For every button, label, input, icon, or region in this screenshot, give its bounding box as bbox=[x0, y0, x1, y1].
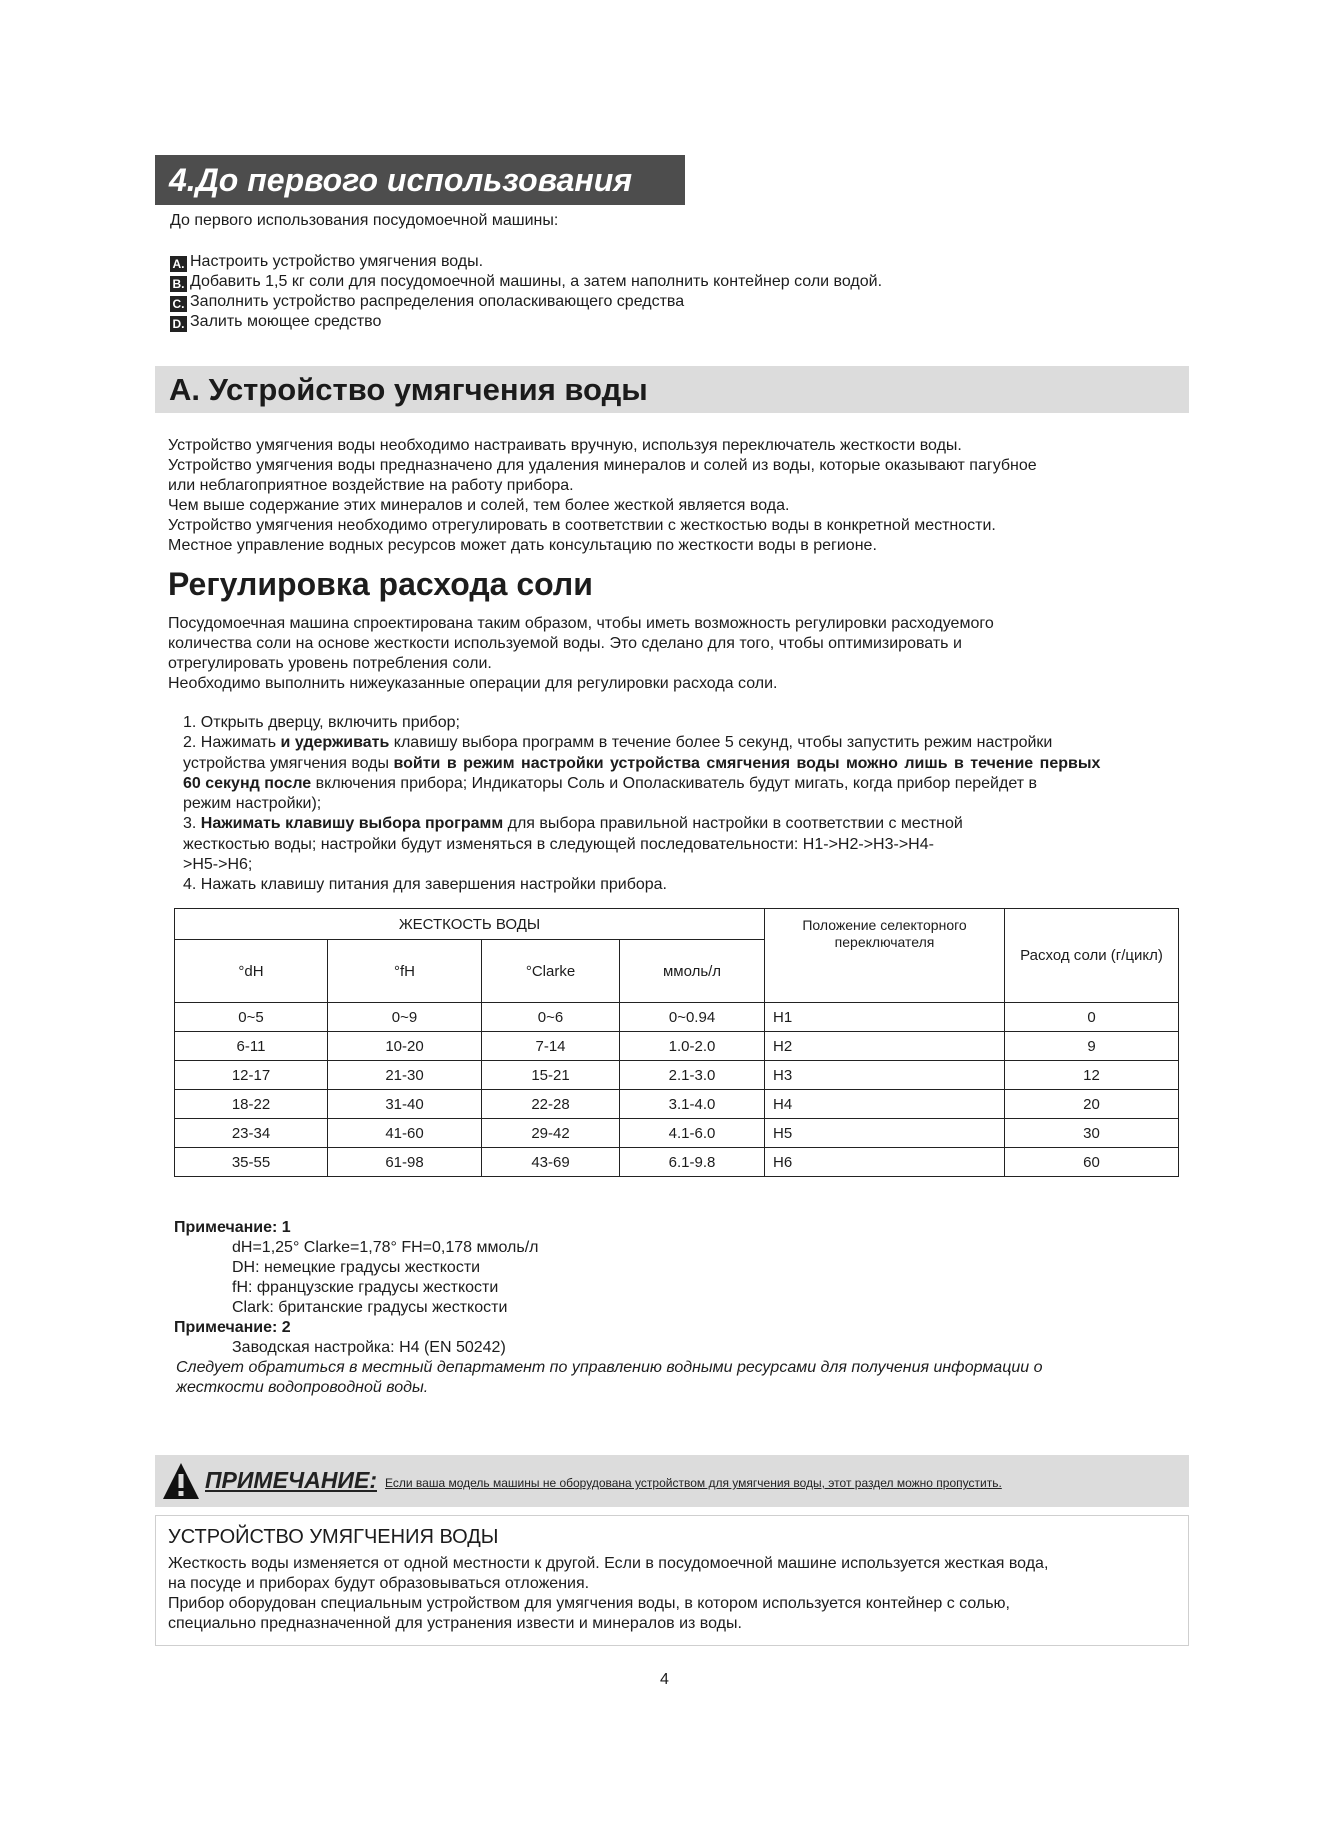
info-box-line: специально предназначенной для устранения извести и минералов из воды. bbox=[168, 1615, 742, 1632]
table-cell: 1.0-2.0 bbox=[620, 1032, 765, 1061]
info-box-line: Жесткость воды изменяется от одной местности к другой. Если в посудомоечной машине используется жесткая вода, bbox=[168, 1555, 1049, 1572]
list-text: 2. Нажимать bbox=[183, 734, 281, 752]
table-cell: 23-34 bbox=[175, 1119, 328, 1148]
table-cell: 43-69 bbox=[482, 1148, 620, 1177]
list-bold-text: и удерживать bbox=[280, 734, 390, 752]
step-badge: C. bbox=[170, 296, 187, 312]
paragraph-line: Чем выше содержание этих минералов и солей, тем более жесткой является вода. bbox=[168, 497, 790, 514]
list-item: 1. Открыть дверцу, включить прибор; bbox=[183, 714, 460, 731]
table-cell: 6-11 bbox=[175, 1032, 328, 1061]
step-text: Заполнить устройство распределения ополаскивающего средства bbox=[190, 293, 685, 310]
note-title: Примечание: 2 bbox=[174, 1319, 291, 1336]
table-cell: 0~6 bbox=[482, 1003, 620, 1032]
step-text: Настроить устройство умягчения воды. bbox=[190, 253, 484, 270]
step-badge: B. bbox=[170, 276, 187, 292]
table-cell: 3.1-4.0 bbox=[620, 1090, 765, 1119]
table-cell: H3 bbox=[765, 1061, 1005, 1090]
table-row bbox=[175, 1148, 1179, 1177]
table-cell: 10-20 bbox=[328, 1032, 482, 1061]
info-box-line: Прибор оборудован специальным устройством для умягчения воды, в котором используется контейнер с солью, bbox=[168, 1595, 1010, 1612]
step-a bbox=[170, 252, 882, 272]
table-row bbox=[175, 1032, 1179, 1061]
note-italic-line: Следует обратиться в местный департамент по управлению водными ресурсами для получения информации о bbox=[176, 1359, 1043, 1376]
hardness-group-header: ЖЕСТКОСТЬ ВОДЫ bbox=[175, 909, 765, 940]
note-title: Примечание: 1 bbox=[174, 1219, 291, 1236]
note-line: dH=1,25° Clarke=1,78° FH=0,178 ммоль/л bbox=[232, 1239, 539, 1256]
list-item: жесткостью воды; настройки будут изменяться в следующей последовательности: H1->H2->H3->H4- bbox=[183, 835, 934, 853]
warning-triangle-icon bbox=[161, 1461, 201, 1501]
table-cell: 35-55 bbox=[175, 1148, 328, 1177]
list-item bbox=[183, 754, 1183, 774]
table-cell: 4.1-6.0 bbox=[620, 1119, 765, 1148]
paragraph-line: Посудомоечная машина спроектирована таким образом, чтобы иметь возможность регулировки расходуемого bbox=[168, 615, 994, 632]
table-cell: 30 bbox=[1005, 1119, 1179, 1148]
column-header: °dH bbox=[175, 940, 328, 1003]
step-text: Добавить 1,5 кг соли для посудомоечной машины, а затем наполнить контейнер соли водой. bbox=[190, 273, 883, 290]
column-header: °Clarke bbox=[482, 940, 620, 1003]
step-c bbox=[170, 292, 882, 312]
list-item bbox=[183, 774, 1183, 794]
table-row bbox=[175, 1003, 1179, 1032]
list-item: режим настройки); bbox=[183, 795, 322, 813]
column-header: °fH bbox=[328, 940, 482, 1003]
warning-banner bbox=[155, 1455, 1189, 1507]
table-cell: 0~5 bbox=[175, 1003, 328, 1032]
list-item: 4. Нажать клавишу питания для завершения настройки прибора. bbox=[183, 876, 667, 894]
paragraph-line: Устройство умягчения воды необходимо настраивать вручную, используя переключатель жесткости воды. bbox=[168, 437, 962, 454]
table-row bbox=[175, 1119, 1179, 1148]
list-text: 3. bbox=[183, 815, 201, 833]
salt-adjustment-heading: Регулировка расхода соли bbox=[168, 566, 593, 602]
table-header-row bbox=[175, 909, 1179, 940]
table-cell: 61-98 bbox=[328, 1148, 482, 1177]
table-cell: 22-28 bbox=[482, 1090, 620, 1119]
note-line: Clark: британские градусы жесткости bbox=[232, 1299, 508, 1316]
column-header: ммоль/л bbox=[620, 940, 765, 1003]
water-softener-paragraph bbox=[168, 436, 1188, 556]
list-bold-text: войти в режим настройки устройства смягчения воды можно лишь в течение первых bbox=[393, 754, 1101, 772]
list-text: клавишу выбора программ в течение более 5 секунд, чтобы запустить режим настройки bbox=[389, 734, 1053, 752]
list-text: устройства умягчения воды bbox=[183, 754, 394, 772]
table-cell: 41-60 bbox=[328, 1119, 482, 1148]
table-cell: 9 bbox=[1005, 1032, 1179, 1061]
note-line: Заводская настройка: H4 (EN 50242) bbox=[232, 1339, 506, 1356]
step-text: Залить моющее средство bbox=[190, 313, 382, 330]
salt-adjustment-steps bbox=[183, 713, 1183, 896]
paragraph-line: отрегулировать уровень потребления соли. bbox=[168, 655, 492, 672]
table-cell: 60 bbox=[1005, 1148, 1179, 1177]
step-badge: D. bbox=[170, 316, 187, 332]
list-bold-text: Нажимать клавишу выбора программ bbox=[200, 815, 504, 833]
table-cell: 12 bbox=[1005, 1061, 1179, 1090]
table-cell: H5 bbox=[765, 1119, 1005, 1148]
table-cell: H4 bbox=[765, 1090, 1005, 1119]
table-row bbox=[175, 1061, 1179, 1090]
table-cell: 18-22 bbox=[175, 1090, 328, 1119]
table-cell: 6.1-9.8 bbox=[620, 1148, 765, 1177]
note-italic-line: жесткости водопроводной воды. bbox=[176, 1379, 429, 1396]
paragraph-line: Местное управление водных ресурсов может дать консультацию по жесткости воды в регионе. bbox=[168, 537, 877, 554]
warning-text: Если ваша модель машины не оборудована устройством для умягчения воды, этот раздел можно пропустить. bbox=[385, 1476, 1002, 1490]
table-cell: 29-42 bbox=[482, 1119, 620, 1148]
table-cell: 15-21 bbox=[482, 1061, 620, 1090]
table-cell: 20 bbox=[1005, 1090, 1179, 1119]
table-cell: 7-14 bbox=[482, 1032, 620, 1061]
water-softener-info-box bbox=[155, 1515, 1189, 1646]
list-text: включения прибора; Индикаторы Соль и Ополаскиватель будут мигать, когда прибор перейдет в bbox=[311, 774, 1037, 792]
paragraph-line: количества соли на основе жесткости используемой воды. Это сделано для того, чтобы оптимизировать и bbox=[168, 635, 962, 652]
paragraph-line: Необходимо выполнить нижеуказанные операции для регулировки расхода соли. bbox=[168, 675, 778, 692]
list-item: >H5->H6; bbox=[183, 856, 253, 874]
table-cell: 31-40 bbox=[328, 1090, 482, 1119]
step-b bbox=[170, 272, 882, 292]
preparation-steps-list bbox=[170, 252, 882, 332]
paragraph-line: Устройство умягчения необходимо отрегулировать в соответствии с жесткостью воды в конкретной местности. bbox=[168, 517, 996, 534]
notes-block bbox=[174, 1218, 1042, 1398]
section-title-before-first-use: 4.До первого использования bbox=[155, 155, 685, 205]
table-cell: H6 bbox=[765, 1148, 1005, 1177]
list-item bbox=[183, 814, 1183, 834]
table-cell: 0~9 bbox=[328, 1003, 482, 1032]
salt-consumption-header: Расход соли (г/цикл) bbox=[1005, 909, 1179, 1003]
table-cell: 2.1-3.0 bbox=[620, 1061, 765, 1090]
salt-adjustment-paragraph bbox=[168, 614, 1188, 694]
info-box-line: на посуде и приборах будут образовываться отложения. bbox=[168, 1575, 590, 1592]
list-item bbox=[183, 733, 1183, 753]
note-line: fH: французские градусы жесткости bbox=[232, 1279, 499, 1296]
note-line: DH: немецкие градусы жесткости bbox=[232, 1259, 481, 1276]
info-box-body bbox=[168, 1554, 1048, 1634]
table-cell: H2 bbox=[765, 1032, 1005, 1061]
warning-title: ПРИМЕЧАНИЕ: bbox=[205, 1467, 377, 1493]
step-badge: A. bbox=[170, 256, 187, 272]
intro-text: До первого использования посудомоечной машины: bbox=[170, 212, 559, 229]
table-cell: 12-17 bbox=[175, 1061, 328, 1090]
step-d bbox=[170, 312, 882, 332]
paragraph-line: или неблагоприятное воздействие на работу прибора. bbox=[168, 477, 574, 494]
list-bold-text: 60 секунд после bbox=[183, 774, 312, 792]
selector-position-header: Положение селекторного переключателя bbox=[765, 909, 1005, 1003]
water-hardness-table bbox=[174, 908, 1179, 1177]
table-row bbox=[175, 1090, 1179, 1119]
page-number: 4 bbox=[660, 1671, 669, 1688]
table-cell: 21-30 bbox=[328, 1061, 482, 1090]
list-text: для выбора правильной настройки в соответствии с местной bbox=[503, 815, 963, 833]
table-cell: 0 bbox=[1005, 1003, 1179, 1032]
table-cell: H1 bbox=[765, 1003, 1005, 1032]
section-title-water-softener: А. Устройство умягчения воды bbox=[155, 366, 1189, 413]
info-box-title: УСТРОЙСТВО УМЯГЧЕНИЯ ВОДЫ bbox=[168, 1526, 499, 1548]
table-cell: 0~0.94 bbox=[620, 1003, 765, 1032]
paragraph-line: Устройство умягчения воды предназначено для удаления минералов и солей из воды, которые оказывают пагубное bbox=[168, 457, 1037, 474]
